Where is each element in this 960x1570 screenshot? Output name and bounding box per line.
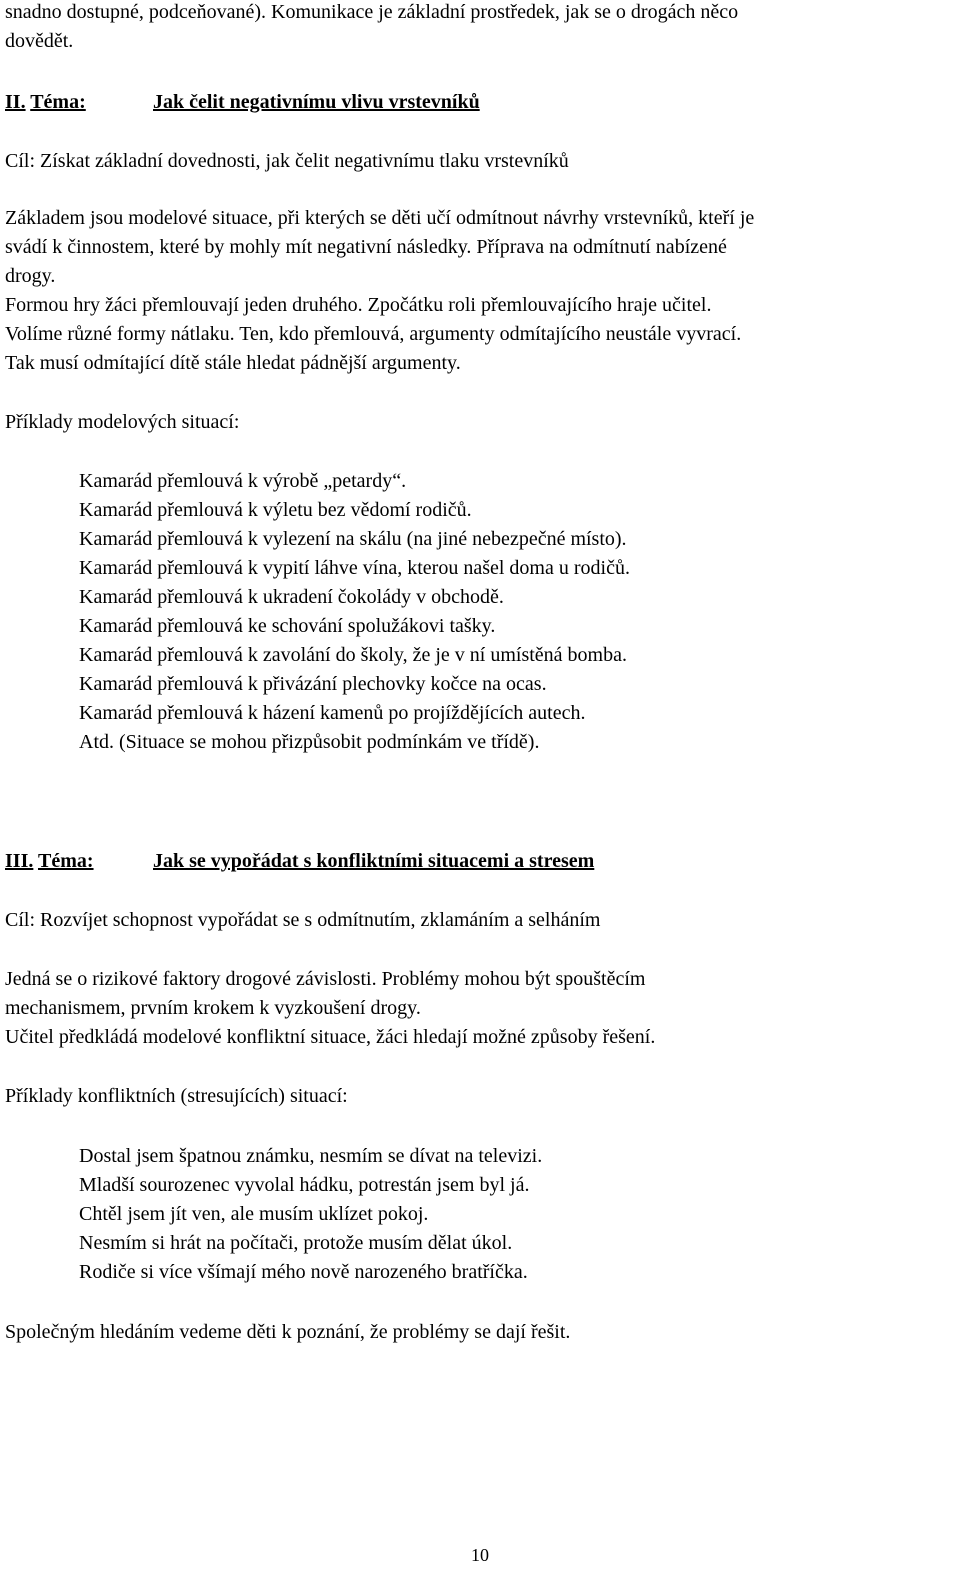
- examples-label: Příklady modelových situací:: [5, 411, 240, 433]
- list-item: Dostal jsem špatnou známku, nesmím se dívat na televizi.: [79, 1145, 543, 1167]
- text-line: dovědět.: [5, 30, 74, 52]
- list-item: Kamarád přemlouvá k přivázání plechovky kočce na ocas.: [79, 673, 547, 695]
- section-body: [5, 204, 754, 378]
- list-item: Rodiče si více všímají mého nově narozeného bratříčka.: [79, 1261, 528, 1283]
- list-item: Atd. (Situace se mohou přizpůsobit podmínkám ve třídě).: [79, 731, 540, 753]
- text-line: mechanismem, prvním krokem k vyzkoušení drogy.: [5, 997, 421, 1019]
- list-item: Kamarád přemlouvá k vylezení na skálu (na jiné nebezpečné místo).: [79, 528, 627, 550]
- list-item: Chtěl jsem jít ven, ale musím uklízet pokoj.: [79, 1203, 429, 1225]
- examples-list: [5, 1142, 542, 1287]
- examples-list: [5, 467, 630, 757]
- list-item: Kamarád přemlouvá k výletu bez vědomí rodičů.: [79, 499, 472, 521]
- text-line: Jedná se o rizikové faktory drogové závislosti. Problémy mohou být spouštěcím: [5, 968, 646, 990]
- section-goal: Cíl: Rozvíjet schopnost vypořádat se s odmítnutím, zklamáním a selháním: [5, 909, 601, 931]
- list-item: Kamarád přemlouvá k házení kamenů po projíždějících autech.: [79, 702, 586, 724]
- text-line: Volíme různé formy nátlaku. Ten, kdo přemlouvá, argumenty odmítajícího neustále vyvrací.: [5, 323, 742, 345]
- section-body: [5, 965, 655, 1052]
- section-heading: [5, 847, 905, 876]
- text-line: Formou hry žáci přemlouvají jeden druhého. Zpočátku roli přemlouvajícího hraje učitel.: [5, 294, 712, 316]
- intro-paragraph: [5, 0, 738, 56]
- text-line: Tak musí odmítající dítě stále hledat pádnější argumenty.: [5, 352, 461, 374]
- list-item: Kamarád přemlouvá k ukradení čokolády v obchodě.: [79, 586, 504, 608]
- list-item: Kamarád přemlouvá k zavolání do školy, že je v ní umístěná bomba.: [79, 644, 627, 666]
- section-label: Téma:: [30, 91, 86, 113]
- conclusion: Společným hledáním vedeme děti k poznání, že problémy se dají řešit.: [5, 1321, 571, 1343]
- text-line: Základem jsou modelové situace, při kterých se děti učí odmítnout návrhy vrstevníků, kteří je: [5, 207, 755, 229]
- section-title: Jak čelit negativnímu vlivu vrstevníků: [153, 91, 480, 113]
- list-item: Nesmím si hrát na počítači, protože musím dělat úkol.: [79, 1232, 513, 1254]
- list-item: Kamarád přemlouvá ke schování spolužákovi tašky.: [79, 615, 496, 637]
- examples-label: Příklady konfliktních (stresujících) situací:: [5, 1085, 348, 1107]
- section-number: II.: [5, 91, 26, 113]
- page-number: 10: [471, 1545, 489, 1565]
- section-number: III.: [5, 850, 34, 872]
- list-item: Kamarád přemlouvá k výrobě „petardy“.: [79, 470, 407, 492]
- section-heading: [5, 88, 905, 117]
- text-line: Učitel předkládá modelové konfliktní situace, žáci hledají možné způsoby řešení.: [5, 1026, 656, 1048]
- list-item: Kamarád přemlouvá k vypití láhve vína, kterou našel doma u rodičů.: [79, 557, 630, 579]
- text-line: svádí k činnostem, které by mohly mít negativní následky. Příprava na odmítnutí nabízené: [5, 236, 727, 258]
- text-line: drogy.: [5, 265, 56, 287]
- section-goal: Cíl: Získat základní dovednosti, jak čelit negativnímu tlaku vrstevníků: [5, 150, 569, 172]
- list-item: Mladší sourozenec vyvolal hádku, potrestán jsem byl já.: [79, 1174, 530, 1196]
- text-line: snadno dostupné, podceňované). Komunikace je základní prostředek, jak se o drogách něco: [5, 1, 739, 23]
- section-label: Téma:: [38, 850, 94, 872]
- section-title: Jak se vypořádat s konfliktními situacemi a stresem: [153, 850, 595, 872]
